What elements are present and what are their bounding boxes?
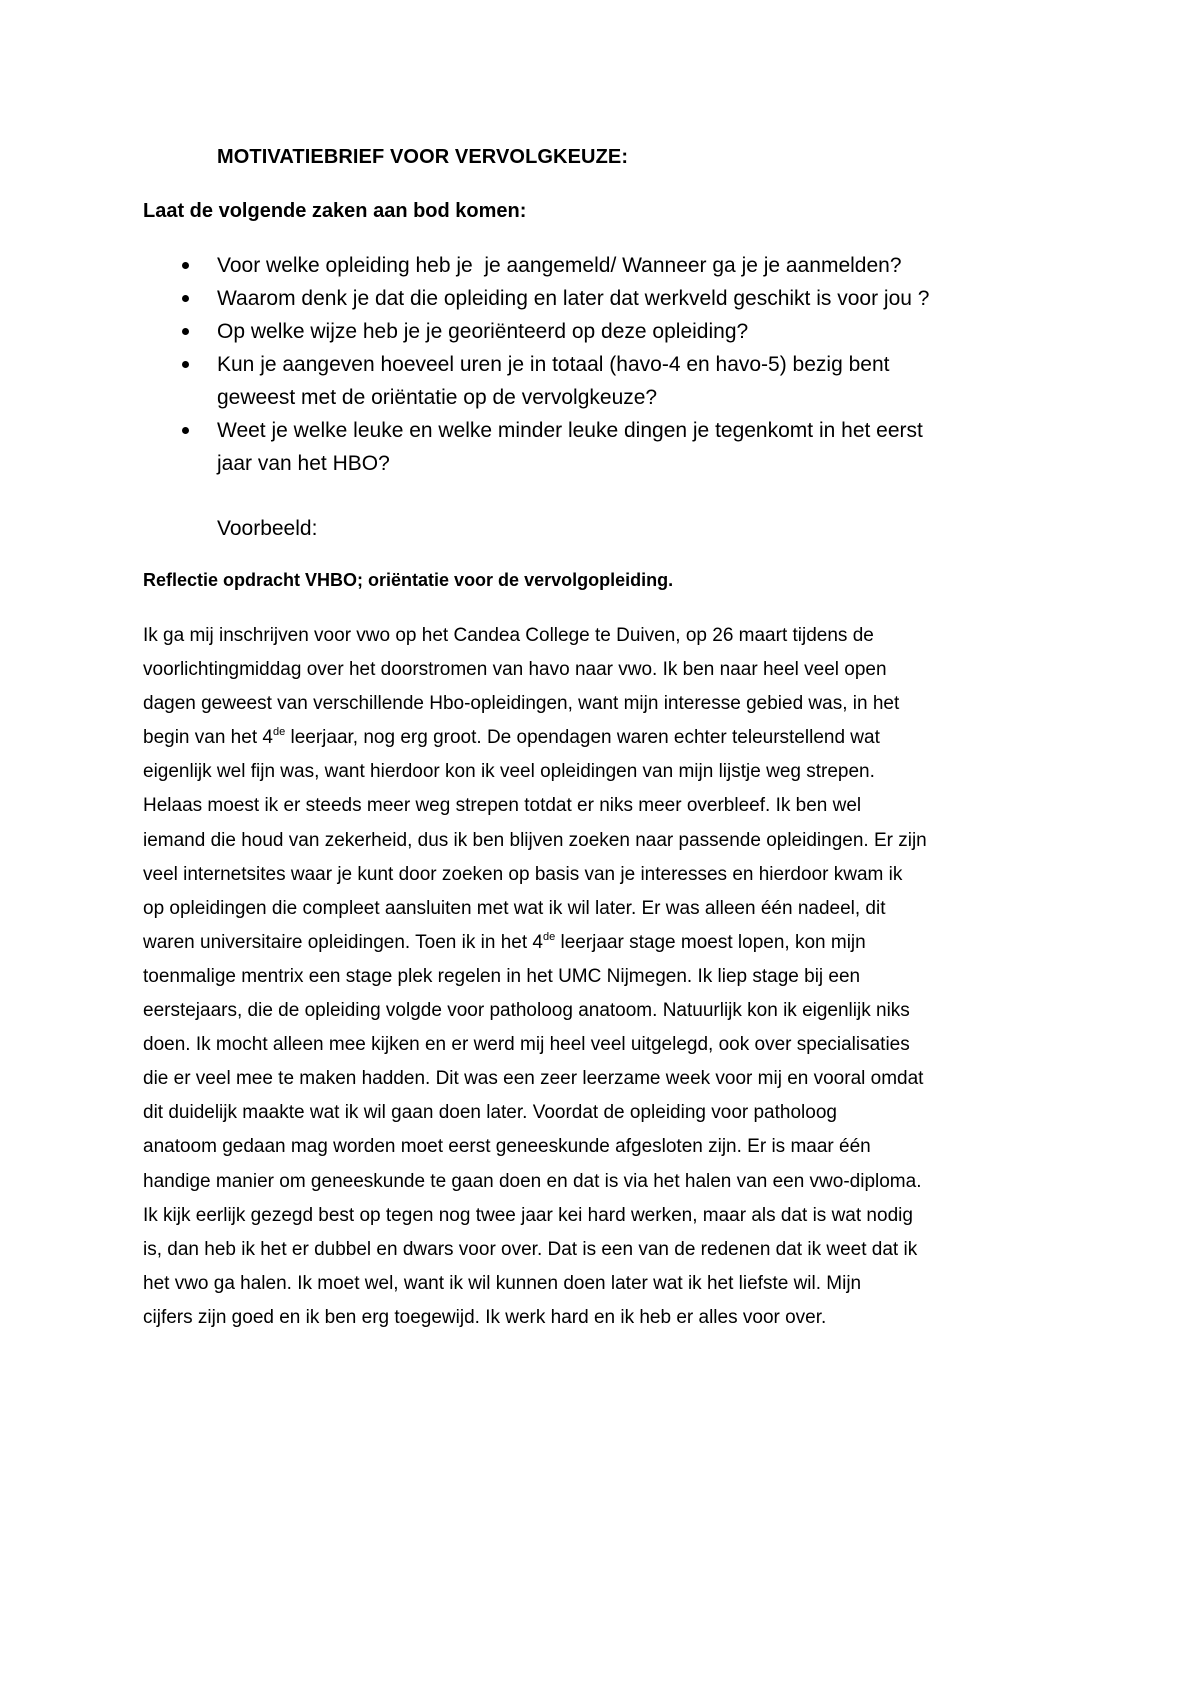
- body-line: doen. Ik mocht alleen mee kijken en er werd mij heel veel uitgelegd, ook over specialisaties: [143, 1034, 910, 1056]
- body-line: voorlichtingmiddag over het doorstromen van havo naar vwo. Ik ben naar heel veel open: [143, 659, 887, 681]
- body-paragraph: [143, 619, 1073, 1335]
- body-line: dagen geweest van verschillende Hbo-opleidingen, want mijn interesse gebied was, in het: [143, 693, 900, 715]
- list-item-text: Weet je welke leuke en welke minder leuke dingen je tegenkomt in het eerst: [217, 419, 923, 442]
- document-subtitle: Laat de volgende zaken aan bod komen:: [143, 200, 527, 222]
- question-list: [180, 249, 1080, 480]
- list-item-text: Kun je aangeven hoeveel uren je in totaal (havo-4 en havo-5) bezig bent: [217, 353, 890, 376]
- document-title: MOTIVATIEBRIEF VOOR VERVOLGKEUZE:: [217, 146, 629, 168]
- bullet-icon: [182, 328, 189, 335]
- body-line: op opleidingen die compleet aansluiten met wat ik wil later. Er was alleen één nadeel, dit: [143, 897, 886, 919]
- list-item-text: Voor welke opleiding heb je je aangemeld/ Wanneer ga je je aanmelden?: [217, 254, 902, 277]
- body-line: dit duidelijk maakte wat ik wil gaan doen later. Voordat de opleiding voor patholoog: [143, 1102, 837, 1124]
- body-line: toenmalige mentrix een stage plek regelen in het UMC Nijmegen. Ik liep stage bij een: [143, 965, 861, 987]
- body-line: anatoom gedaan mag worden moet eerst geneeskunde afgesloten zijn. Er is maar één: [143, 1136, 871, 1158]
- bullet-icon: [182, 262, 189, 269]
- reflection-title: Reflectie opdracht VHBO; oriëntatie voor de vervolgopleiding.: [143, 570, 674, 590]
- body-line: is, dan heb ik het er dubbel en dwars voor over. Dat is een van de redenen dat ik weet dat ik: [143, 1238, 918, 1260]
- body-line: Helaas moest ik er steeds meer weg strepen totdat er niks meer overbleef. Ik ben wel: [143, 795, 862, 817]
- list-item: [180, 348, 1080, 414]
- list-item-text: Op welke wijze heb je je georiënteerd op deze opleiding?: [217, 320, 749, 343]
- list-item-text: Waarom denk je dat die opleiding en later dat werkveld geschikt is voor jou ?: [217, 287, 930, 310]
- list-item: [180, 414, 1080, 480]
- list-item: [180, 315, 1080, 348]
- bullet-icon: [182, 295, 189, 302]
- body-line: iemand die houd van zekerheid, dus ik ben blijven zoeken naar passende opleidingen. Er zijn: [143, 829, 927, 851]
- body-line: handige manier om geneeskunde te gaan doen en dat is via het halen van een vwo-diploma.: [143, 1170, 922, 1192]
- list-item: [180, 282, 1080, 315]
- bullet-icon: [182, 361, 189, 368]
- body-line: eerstejaars, die de opleiding volgde voor patholoog anatoom. Natuurlijk kon ik eigenlijk niks: [143, 1000, 910, 1022]
- body-line: begin van het 4de leerjaar, nog erg groot. De opendagen waren echter teleurstellend wat: [143, 726, 880, 749]
- body-line: het vwo ga halen. Ik moet wel, want ik wil kunnen doen later wat ik het liefste wil. Mijn: [143, 1272, 862, 1294]
- body-line: waren universitaire opleidingen. Toen ik in het 4de leerjaar stage moest lopen, kon mijn: [143, 930, 866, 953]
- list-item: [180, 249, 1080, 282]
- body-line: die er veel mee te maken hadden. Dit was een zeer leerzame week voor mij en vooral omdat: [143, 1068, 924, 1090]
- body-line: eigenlijk wel fijn was, want hierdoor kon ik veel opleidingen van mijn lijstje weg strepen.: [143, 761, 875, 783]
- list-item-text: jaar van het HBO?: [217, 452, 390, 475]
- example-label: Voorbeeld:: [217, 517, 318, 540]
- list-item-text: geweest met de oriëntatie op de vervolgkeuze?: [217, 386, 658, 409]
- bullet-icon: [182, 427, 189, 434]
- body-line: Ik kijk eerlijk gezegd best op tegen nog twee jaar kei hard werken, maar als dat is wat nodig: [143, 1204, 913, 1226]
- body-line: veel internetsites waar je kunt door zoeken op basis van je interesses en hierdoor kwam ik: [143, 863, 903, 885]
- body-line: Ik ga mij inschrijven voor vwo op het Candea College te Duiven, op 26 maart tijdens de: [143, 625, 874, 646]
- body-line: cijfers zijn goed en ik ben erg toegewijd. Ik werk hard en ik heb er alles voor over.: [143, 1306, 827, 1328]
